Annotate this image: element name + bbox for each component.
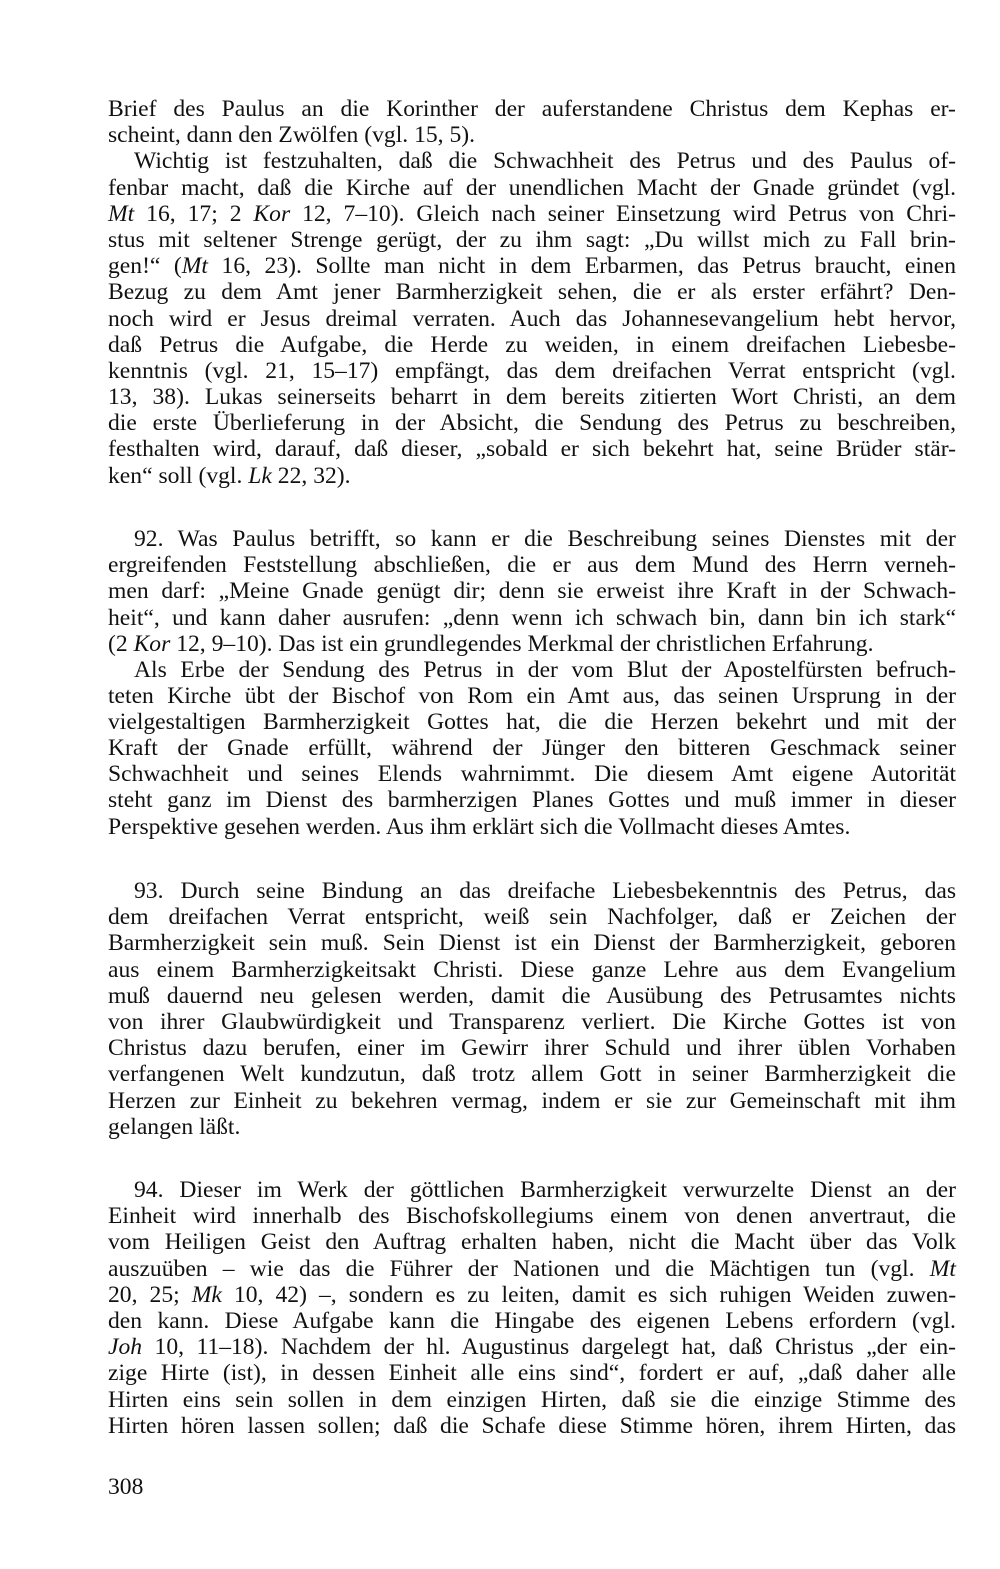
text-line: Wichtig ist festzuhalten, daß die Schwachheit des Petrus und des Paulus of- <box>134 148 957 175</box>
text-line: (2 Kor 12, 9–10). Das ist ein grundlegendes Merkmal der christlichen Erfahrung. <box>108 630 874 657</box>
text-line: 93. Durch seine Bindung an das dreifache Liebesbekenntnis des Petrus, das <box>134 878 957 904</box>
text-line: scheint, dann den Zwölfen (vgl. 15, 5). <box>108 122 476 149</box>
text-line: Bezug zu dem Amt jener Barmherzigkeit sehen, die er als erster erfährt? Den- <box>108 279 956 306</box>
text-line: daß Petrus die Aufgabe, die Herde zu weiden, in einem dreifachen Liebesbe- <box>108 331 956 358</box>
text-line: Brief des Paulus an die Korinther der auferstandene Christus dem Kephas er- <box>108 96 956 122</box>
text-line: festhalten wird, darauf, daß dieser, „sobald er sich bekehrt hat, seine Brüder stär- <box>108 436 956 463</box>
text-line: 20, 25; Mk 10, 42) –, sondern es zu leiten, damit es sich ruhigen Weiden zuwen- <box>108 1281 957 1308</box>
text-line: vom Heiligen Geist den Auftrag erhalten haben, nicht die Macht über das Volk <box>108 1229 956 1256</box>
text-line: teten Kirche übt der Bischof von Rom ein Amt aus, das seinen Ursprung in der <box>108 682 957 709</box>
text-line: Barmherzigkeit sein muß. Sein Dienst ist ein Dienst der Barmherzigkeit, geboren <box>108 930 957 957</box>
text-line: Hirten hören lassen sollen; daß die Schafe diese Stimme hören, ihrem Hirten, das <box>108 1412 956 1439</box>
text-line: Herzen zur Einheit zu bekehren vermag, indem er sie zur Gemeinschaft mit ihm <box>108 1087 957 1114</box>
text-line: noch wird er Jesus dreimal verraten. Auch das Johannesevangelium hebt hervor, <box>108 305 956 332</box>
text-line: aus einem Barmherzigkeitsakt Christi. Diese ganze Lehre aus dem Evangelium <box>108 956 956 983</box>
text-line: dem dreifachen Verrat entspricht, weiß sein Nachfolger, daß er Zeichen der <box>108 904 956 931</box>
text-line: Mt 16, 17; 2 Kor 12, 7–10). Gleich nach seiner Einsetzung wird Petrus von Chri- <box>108 200 957 227</box>
text-line: Einheit wird innerhalb des Bischofskollegiums einem von denen anvertraut, die <box>108 1203 956 1230</box>
text-line: ergreifenden Feststellung abschließen, die er aus dem Mund des Herrn verneh- <box>108 552 957 579</box>
text-line: den kann. Diese Aufgabe kann die Hingabe des eigenen Lebens erfordern (vgl. <box>108 1307 956 1334</box>
text-line: 94. Dieser im Werk der göttlichen Barmherzigkeit verwurzelte Dienst an der <box>134 1177 956 1203</box>
paragraph <box>108 526 956 657</box>
text-line: stus mit seltener Strenge gerügt, der zu ihm sagt: „Du willst mich zu Fall brin- <box>108 226 956 253</box>
text-line: muß dauernd neu gelesen werden, damit die Ausübung des Petrusamtes nichts <box>108 982 956 1009</box>
text-line: die erste Überlieferung in der Absicht, die Sendung des Petrus zu beschreiben, <box>108 410 956 437</box>
text-line: fenbar macht, daß die Kirche auf der unendlichen Macht der Gnade gründet (vgl. <box>108 174 957 201</box>
text-line: verfangenen Welt kundzutun, daß trotz allem Gott in seiner Barmherzigkeit die <box>108 1061 956 1088</box>
paragraph <box>108 657 956 840</box>
paragraph <box>108 96 956 148</box>
text-line: Hirten eins sein sollen in dem einzigen Hirten, daß sie die einzige Stimme des <box>108 1386 956 1413</box>
text-line: ken“ soll (vgl. Lk 22, 32). <box>108 462 351 489</box>
text-line: 92. Was Paulus betrifft, so kann er die Beschreibung seines Dienstes mit der <box>134 526 956 552</box>
text-line: gen!“ (Mt 16, 23). Sollte man nicht in dem Erbarmen, das Petrus braucht, einen <box>108 253 957 280</box>
text-line: auszuüben – wie das die Führer der Nationen und die Mächtigen tun (vgl. Mt <box>108 1255 956 1282</box>
paragraph <box>108 1177 956 1439</box>
text-line: vielgestaltigen Barmherzigkeit Gottes hat, die die Herzen bekehrt und mit der <box>108 708 956 735</box>
text-line: Christus dazu berufen, einer im Gewirr ihrer Schuld und ihrer üblen Vorhaben <box>108 1035 956 1062</box>
text-line: Schwachheit und seines Elends wahrnimmt. Die diesem Amt eigene Autorität <box>108 761 957 788</box>
text-line: 13, 38). Lukas seinerseits beharrt in dem bereits zitierten Wort Christi, an dem <box>108 384 957 411</box>
paragraph <box>108 878 956 1140</box>
text-line: Joh 10, 11–18). Nachdem der hl. Augustinus dargelegt hat, daß Christus „der ein- <box>108 1334 957 1361</box>
text-line: men darf: „Meine Gnade genügt dir; denn sie erweist ihre Kraft in der Schwach- <box>108 578 957 605</box>
text-line: Kraft der Gnade erfüllt, während der Jünger den bitteren Geschmack seiner <box>108 735 956 762</box>
text-line: steht ganz im Dienst des barmherzigen Planes Gottes und muß immer in dieser <box>108 787 957 814</box>
text-line: kenntnis (vgl. 21, 15–17) empfängt, das dem dreifachen Verrat entspricht (vgl. <box>108 357 956 384</box>
text-line: gelangen läßt. <box>108 1113 241 1140</box>
text-line: heit“, und kann daher ausrufen: „denn wenn ich schwach bin, dann bin ich stark“ <box>108 604 957 631</box>
paragraph <box>108 148 956 488</box>
text-line: Perspektive gesehen werden. Aus ihm erklärt sich die Vollmacht dieses Amtes. <box>108 813 851 840</box>
text-line: von ihrer Glaubwürdigkeit und Transparenz verliert. Die Kirche Gottes ist von <box>108 1008 956 1035</box>
page-number: 308 <box>108 1474 144 1500</box>
text-line: Als Erbe der Sendung des Petrus in der vom Blut der Apostelfürsten befruch- <box>134 656 957 683</box>
text-line: zige Hirte (ist), in dessen Einheit alle eins sind“, fordert er auf, „daß daher alle <box>108 1360 956 1387</box>
